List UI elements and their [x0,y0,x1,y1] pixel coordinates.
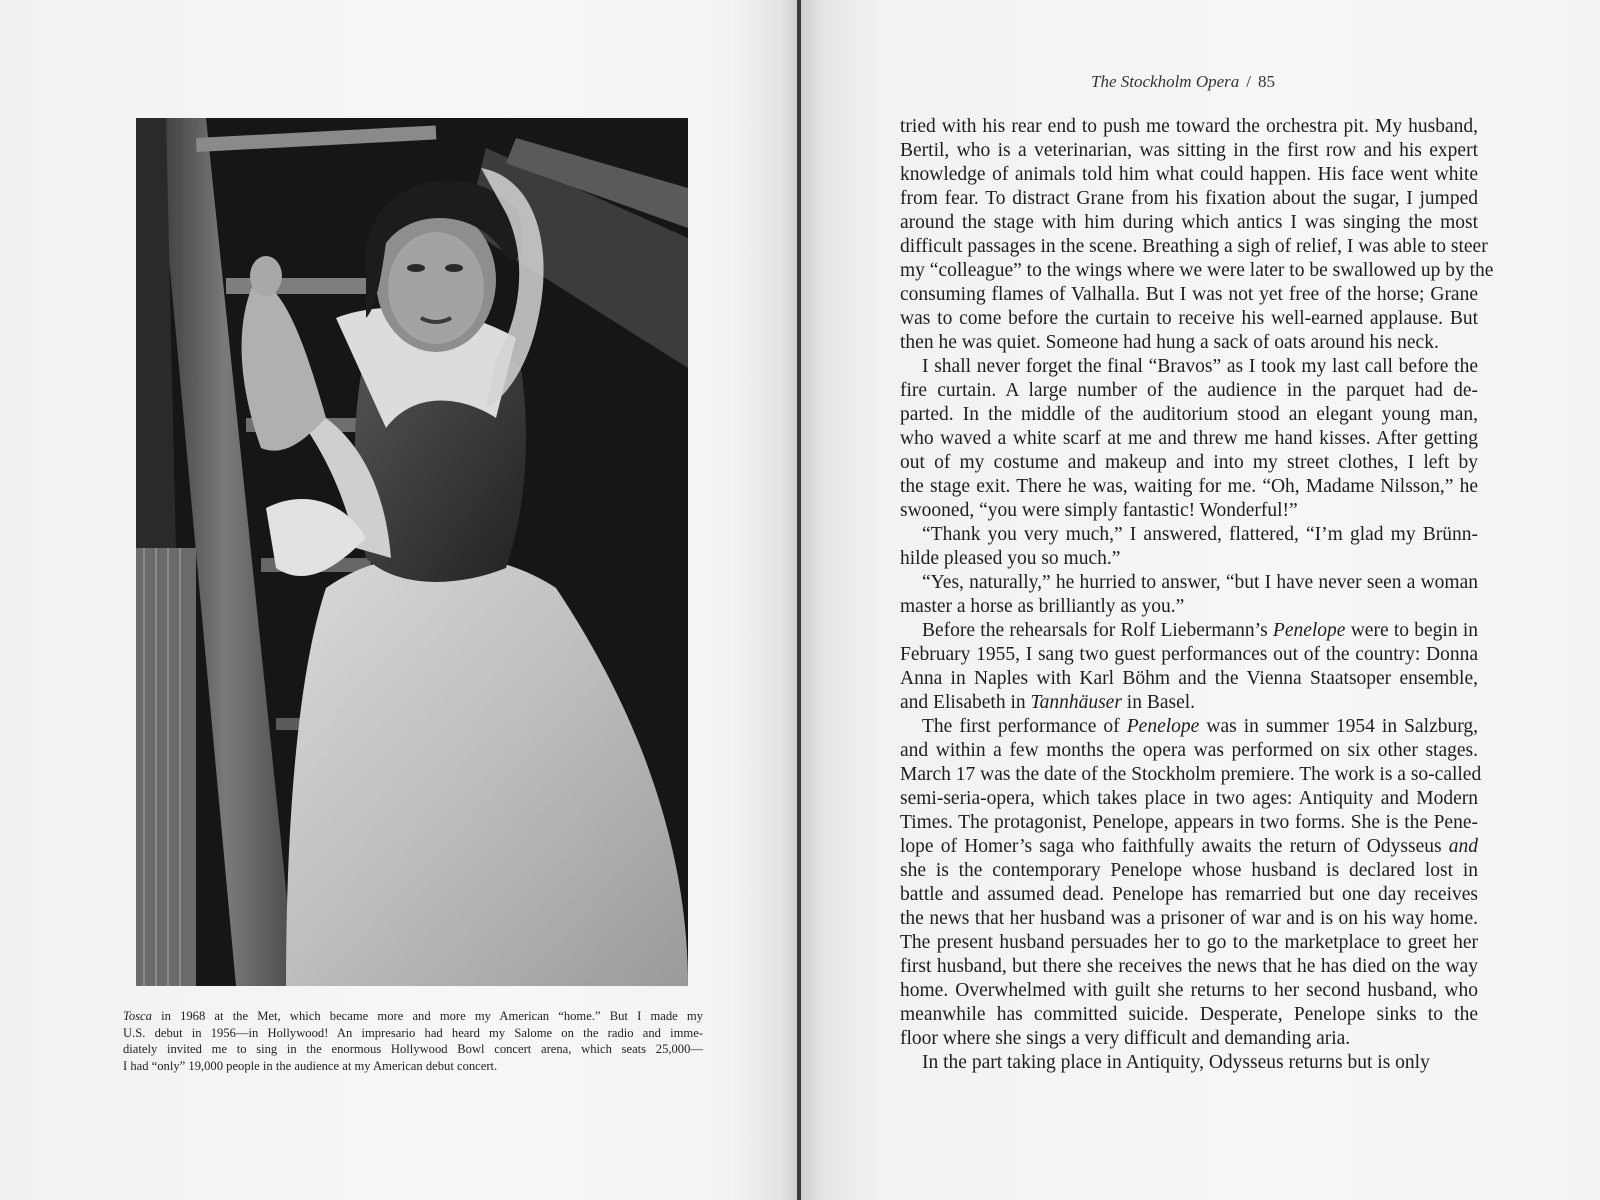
text-line: around the stage with him during which antics I was singing the most [900,212,1478,233]
text-line: the news that her husband was a prisoner of war and is on his way home. [900,908,1478,929]
text-line: I shall never forget the final “Bravos” as I took my last call before the [922,356,1478,377]
text-line: floor where she sings a very difficult and demanding aria. [900,1028,1351,1049]
text-line: and Elisabeth in Tannhäuser in Basel. [900,692,1196,713]
text-line: who waved a white scarf at me and threw me hand kisses. After getting [900,428,1478,449]
text-line: battle and assumed dead. Penelope has remarried but one day receives [900,884,1478,905]
text-line: In the part taking place in Antiquity, Odysseus returns but is only [922,1052,1430,1073]
text-line: difficult passages in the scene. Breathing a sigh of relief, I was able to steer [900,236,1488,257]
text-line: The first performance of Penelope was in summer 1954 in Salzburg, [922,716,1478,737]
body-text [900,115,1494,1075]
text-line: Before the rehearsals for Rolf Liebermann’s Penelope were to begin in [922,620,1478,641]
text-line: parted. In the middle of the auditorium stood an elegant young man, [900,404,1478,425]
text-line: hilde pleased you so much.” [900,548,1121,569]
photo-caption [123,1008,703,1074]
left-page [0,0,797,1200]
text-line: March 17 was the date of the Stockholm premiere. The work is a so-called [900,764,1482,785]
text-line: the stage exit. There he was, waiting for me. “Oh, Madame Nilsson,” he [900,476,1478,497]
text-line: she is the contemporary Penelope whose husband is declared lost in [900,860,1478,881]
text-line: first husband, but there she receives the news that he has died on the way [900,956,1478,977]
text-line: out of my costume and makeup and into my street clothes, I left by [900,452,1478,473]
caption-line: I had “only” 19,000 people in the audience at my American debut concert. [123,1058,498,1073]
text-line: knowledge of animals told him what could happen. His face went white [900,164,1478,185]
text-line: my “colleague” to the wings where we were later to be swallowed up by the [900,260,1494,281]
photo-opera-singer-icon [136,118,688,986]
running-head [1091,72,1275,92]
text-line: and within a few months the opera was performed on six other stages. [900,740,1478,761]
caption-line: U.S. debut in 1956—in Hollywood! An impresario had heard my Salome on the radio and imme- [123,1025,703,1040]
text-line: was to come before the curtain to receive his well-earned applause. But [900,308,1478,329]
running-head-separator: / [1246,72,1251,91]
opera-singer-photo [136,118,688,986]
right-page [801,0,1600,1200]
text-line: semi-seria-opera, which takes place in two ages: Antiquity and Modern [900,788,1478,809]
text-line: “Thank you very much,” I answered, flattered, “I’m glad my Brünn- [922,524,1478,545]
text-line: The present husband persuades her to go to the marketplace to greet her [900,932,1478,953]
text-line: home. Overwhelmed with guilt she returns to her second husband, who [900,980,1478,1001]
text-line: lope of Homer’s saga who faithfully awaits the return of Odysseus and [900,836,1478,857]
text-line: “Yes, naturally,” he hurried to answer, “but I have never seen a woman [922,572,1478,593]
text-line: meanwhile has committed suicide. Desperate, Penelope sinks to the [900,1004,1478,1025]
caption-line: diately invited me to sing in the enormous Hollywood Bowl concert arena, which seats 25,000— [123,1042,703,1057]
text-line: swooned, “you were simply fantastic! Wonderful!” [900,500,1298,521]
text-line: Times. The protagonist, Penelope, appears in two forms. She is the Pene- [900,812,1478,833]
page-number: 85 [1258,72,1275,91]
caption-line: Tosca in 1968 at the Met, which became more and more my American “home.” But I made my [123,1009,703,1023]
text-line: tried with his rear end to push me toward the orchestra pit. My husband, [900,116,1478,137]
text-line: Anna in Naples with Karl Böhm and the Vienna Staatsoper ensemble, [900,668,1478,689]
running-head-title: The Stockholm Opera [1091,72,1240,91]
text-line: master a horse as brilliantly as you.” [900,596,1185,617]
text-line: from fear. To distract Grane from his fixation about the sugar, I jumped [900,188,1478,209]
text-line: then he was quiet. Someone had hung a sack of oats around his neck. [900,332,1439,353]
text-line: February 1955, I sang two guest performances out of the country: Donna [900,644,1478,665]
text-line: Bertil, who is a veterinarian, was sitting in the first row and his expert [900,140,1478,161]
text-line: consuming flames of Valhalla. But I was not yet free of the horse; Grane [900,284,1478,305]
text-line: fire curtain. A large number of the audience in the parquet had de- [900,380,1478,401]
